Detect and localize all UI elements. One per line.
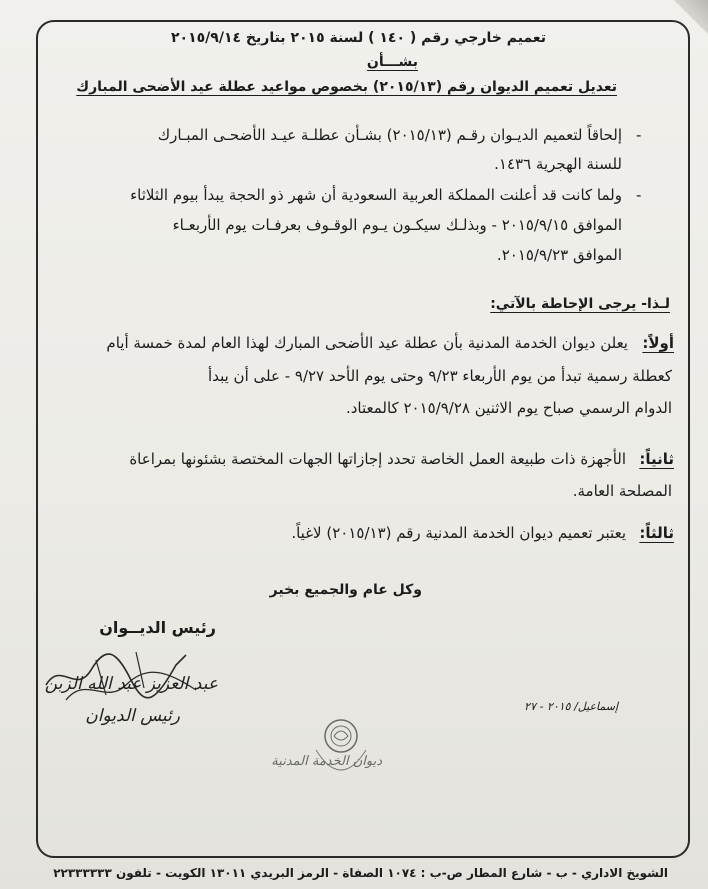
footer-address: الشويخ الاداري - ب - شارع المطار ص-ب : ١٠٧٤ الصفاة - الرمز البريدي ١٣٠١١ الكويت - تلفون ٢٢٣٣٣٣٣٣ xyxy=(53,866,668,880)
point-3-label: ثالثاً: xyxy=(639,524,674,542)
signatory-title: رئيس الديــوان xyxy=(99,618,216,637)
seal-emblem-icon xyxy=(298,710,384,796)
point-1-line1: يعلن ديوان الخدمة المدنية بأن عطلة عيد الأضحى المبارك لهذا العام لمدة خمسة أيام xyxy=(106,334,628,352)
preamble-item1-line1: إلحاقاً لتعميم الديـوان رقـم (٢٠١٥/١٣) بشـأن عطلـة عيـد الأضحـى المبـارك xyxy=(157,126,622,144)
closing-greeting: وكل عام والجميع بخير xyxy=(269,582,422,598)
seal-text: ديوان الخدمة المدنية xyxy=(271,754,382,769)
notice-heading: لـذا- يرجى الإحاطة بالآتي: xyxy=(490,296,670,312)
regarding-label: بشـــأن xyxy=(366,54,418,70)
point-1-label: أولاً: xyxy=(642,334,674,352)
signatory-handwritten-title: رئيس الديوان xyxy=(85,706,180,726)
preamble-item2-line3: الموافق ٢٠١٥/٩/٢٣. xyxy=(496,246,622,264)
point-2-line2: المصلحة العامة. xyxy=(572,482,672,500)
seal-stamp xyxy=(271,710,384,796)
bullet-dash: - xyxy=(636,186,642,204)
preamble-item2-line1: ولما كانت قد أعلنت المملكة العربية السعودية أن شهر ذو الحجة يبدأ بيوم الثلاثاء xyxy=(130,186,622,204)
point-2-line1: الأجهزة ذات طبيعة العمل الخاصة تحدد إجازاتها الجهات المختصة بشئونها بمراعاة xyxy=(129,450,626,468)
bullet-dash: - xyxy=(636,126,642,144)
reference-number: إسماعيل/ ٢٠١٥ - ٢٧ xyxy=(524,700,618,713)
point-1-line2: كعطلة رسمية تبدأ من يوم الأربعاء ٩/٢٣ وحتى يوم الأحد ٩/٢٧ - على أن يبدأ xyxy=(208,367,672,385)
preamble-item1-line2: للسنة الهجرية ١٤٣٦. xyxy=(494,155,622,173)
point-3-line1: يعتبر تعميم ديوان الخدمة المدنية رقم (٢٠١٥/١٣) لاغياً. xyxy=(291,524,626,542)
subject-line: تعديل تعميم الديوان رقم (٢٠١٥/١٣) بخصوص مواعيد عطلة عيد الأضحى المبارك xyxy=(76,79,617,95)
point-1-line3: الدوام الرسمي صباح يوم الاثنين ٢٠١٥/٩/٢٨ كالمعتاد. xyxy=(345,399,672,417)
point-2-label: ثانياً: xyxy=(639,450,674,468)
preamble-item2-line2: الموافق ٢٠١٥/٩/١٥ - وبذلـك سيكـون يـوم الوقـوف بعرفـات يوم الأربعـاء xyxy=(172,216,622,234)
signatory-name: عبد العزيز عبد الله الزبن xyxy=(44,674,218,694)
circular-number-line: تعميم خارجي رقم ( ١٤٠ ) لسنة ٢٠١٥ بتاريخ ٢٠١٥/٩/١٤ xyxy=(171,30,546,46)
